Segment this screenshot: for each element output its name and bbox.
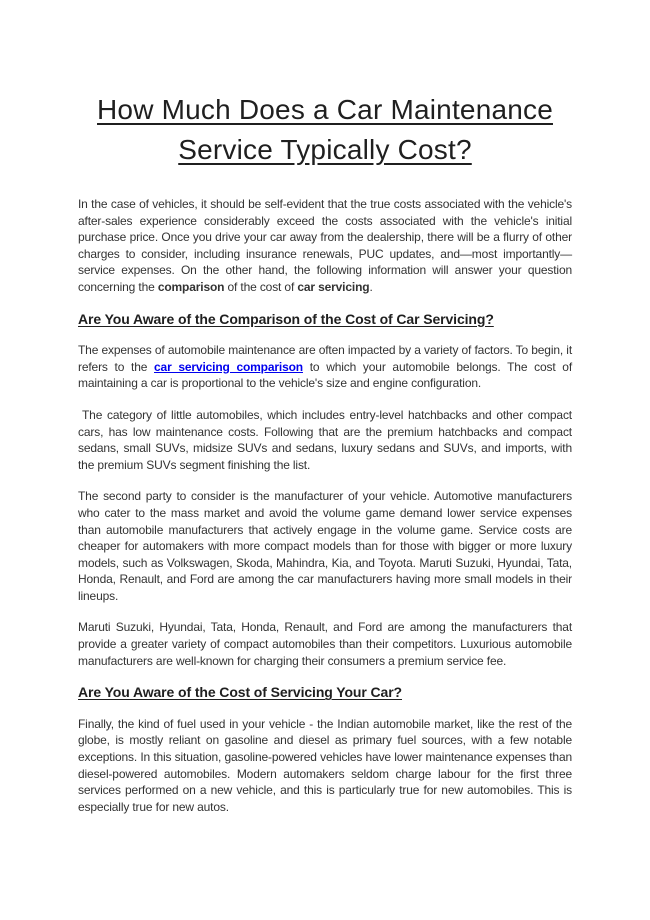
section-heading-cost: Are You Aware of the Cost of Servicing Your Car? xyxy=(78,684,403,701)
category-paragraph: The category of little automobiles, which includes entry-level hatchbacks and other compact cars, has low maintenance costs. Following that are the premium hatchbacks and compact sedans, small SUVs, midsize SUVs and sedans, luxury sedans and SUVs, and imports, with the premium SUVs segment finishing the list. xyxy=(78,407,572,472)
brands-paragraph: Maruti Suzuki, Hyundai, Tata, Honda, Renault, and Ford are among the manufacturers that provide a greater variety of compact automobiles than their competitors. Luxurious automobile manufacturers are well-known for charging their consumers a premium service fee. xyxy=(78,620,572,668)
manufacturer-paragraph: The second party to consider is the manufacturer of your vehicle. Automotive manufacturers who cater to the mass market and avoid the volume game demand lower service expenses than automobile manufacturers that actively engage in the volume game. Service costs are cheaper for automakers with more compact models than for those with bigger or more luxury models, such as Volkswagen, Skoda, Mahindra, Kia, and Toyota. Maruti Suzuki, Hyundai, Tata, Honda, Renault, and Ford are among the car manufacturers having more small models in their lineups. xyxy=(78,489,572,603)
section-heading-comparison: Are You Aware of the Comparison of the Cost of Car Servicing? xyxy=(78,310,494,327)
intro-paragraph: In the case of vehicles, it should be self-evident that the true costs associated with the vehicle's after-sales experience considerably exceed the costs associated with the vehicle's initial purchase price. Once you drive your car away from the dealership, there will be a flurry of other charges to consider, including insurance renewals, PUC updates, and—most importantly—service expenses. On the other hand, the following information will answer your question concerning the comparison of the cost of car servicing. xyxy=(78,197,572,294)
bold-emphasis: comparison xyxy=(157,279,225,294)
factors-paragraph: The expenses of automobile maintenance are often impacted by a variety of factors. To begin, it refers to the car servicing comparison to which your automobile belongs. The cost of maintaining a car is proportional to the vehicle's size and engine configuration. xyxy=(78,343,573,391)
car-servicing-comparison-link[interactable]: car servicing comparison xyxy=(154,359,303,374)
bold-emphasis: car servicing xyxy=(297,279,370,294)
fuel-paragraph: Finally, the kind of fuel used in your vehicle - the Indian automobile market, like the rest of the globe, is mostly reliant on gasoline and diesel as primary fuel sources, with a few notable exceptions. In this situation, gasoline-powered vehicles have lower maintenance expenses than diesel-powered automobiles. Modern automakers seldom charge labour for the first three services performed on a new vehicle, and this is particularly true for new automobiles. This is especially true for new autos. xyxy=(78,716,572,814)
document-title: How Much Does a Car Maintenance Service Typically Cost? xyxy=(97,94,553,165)
